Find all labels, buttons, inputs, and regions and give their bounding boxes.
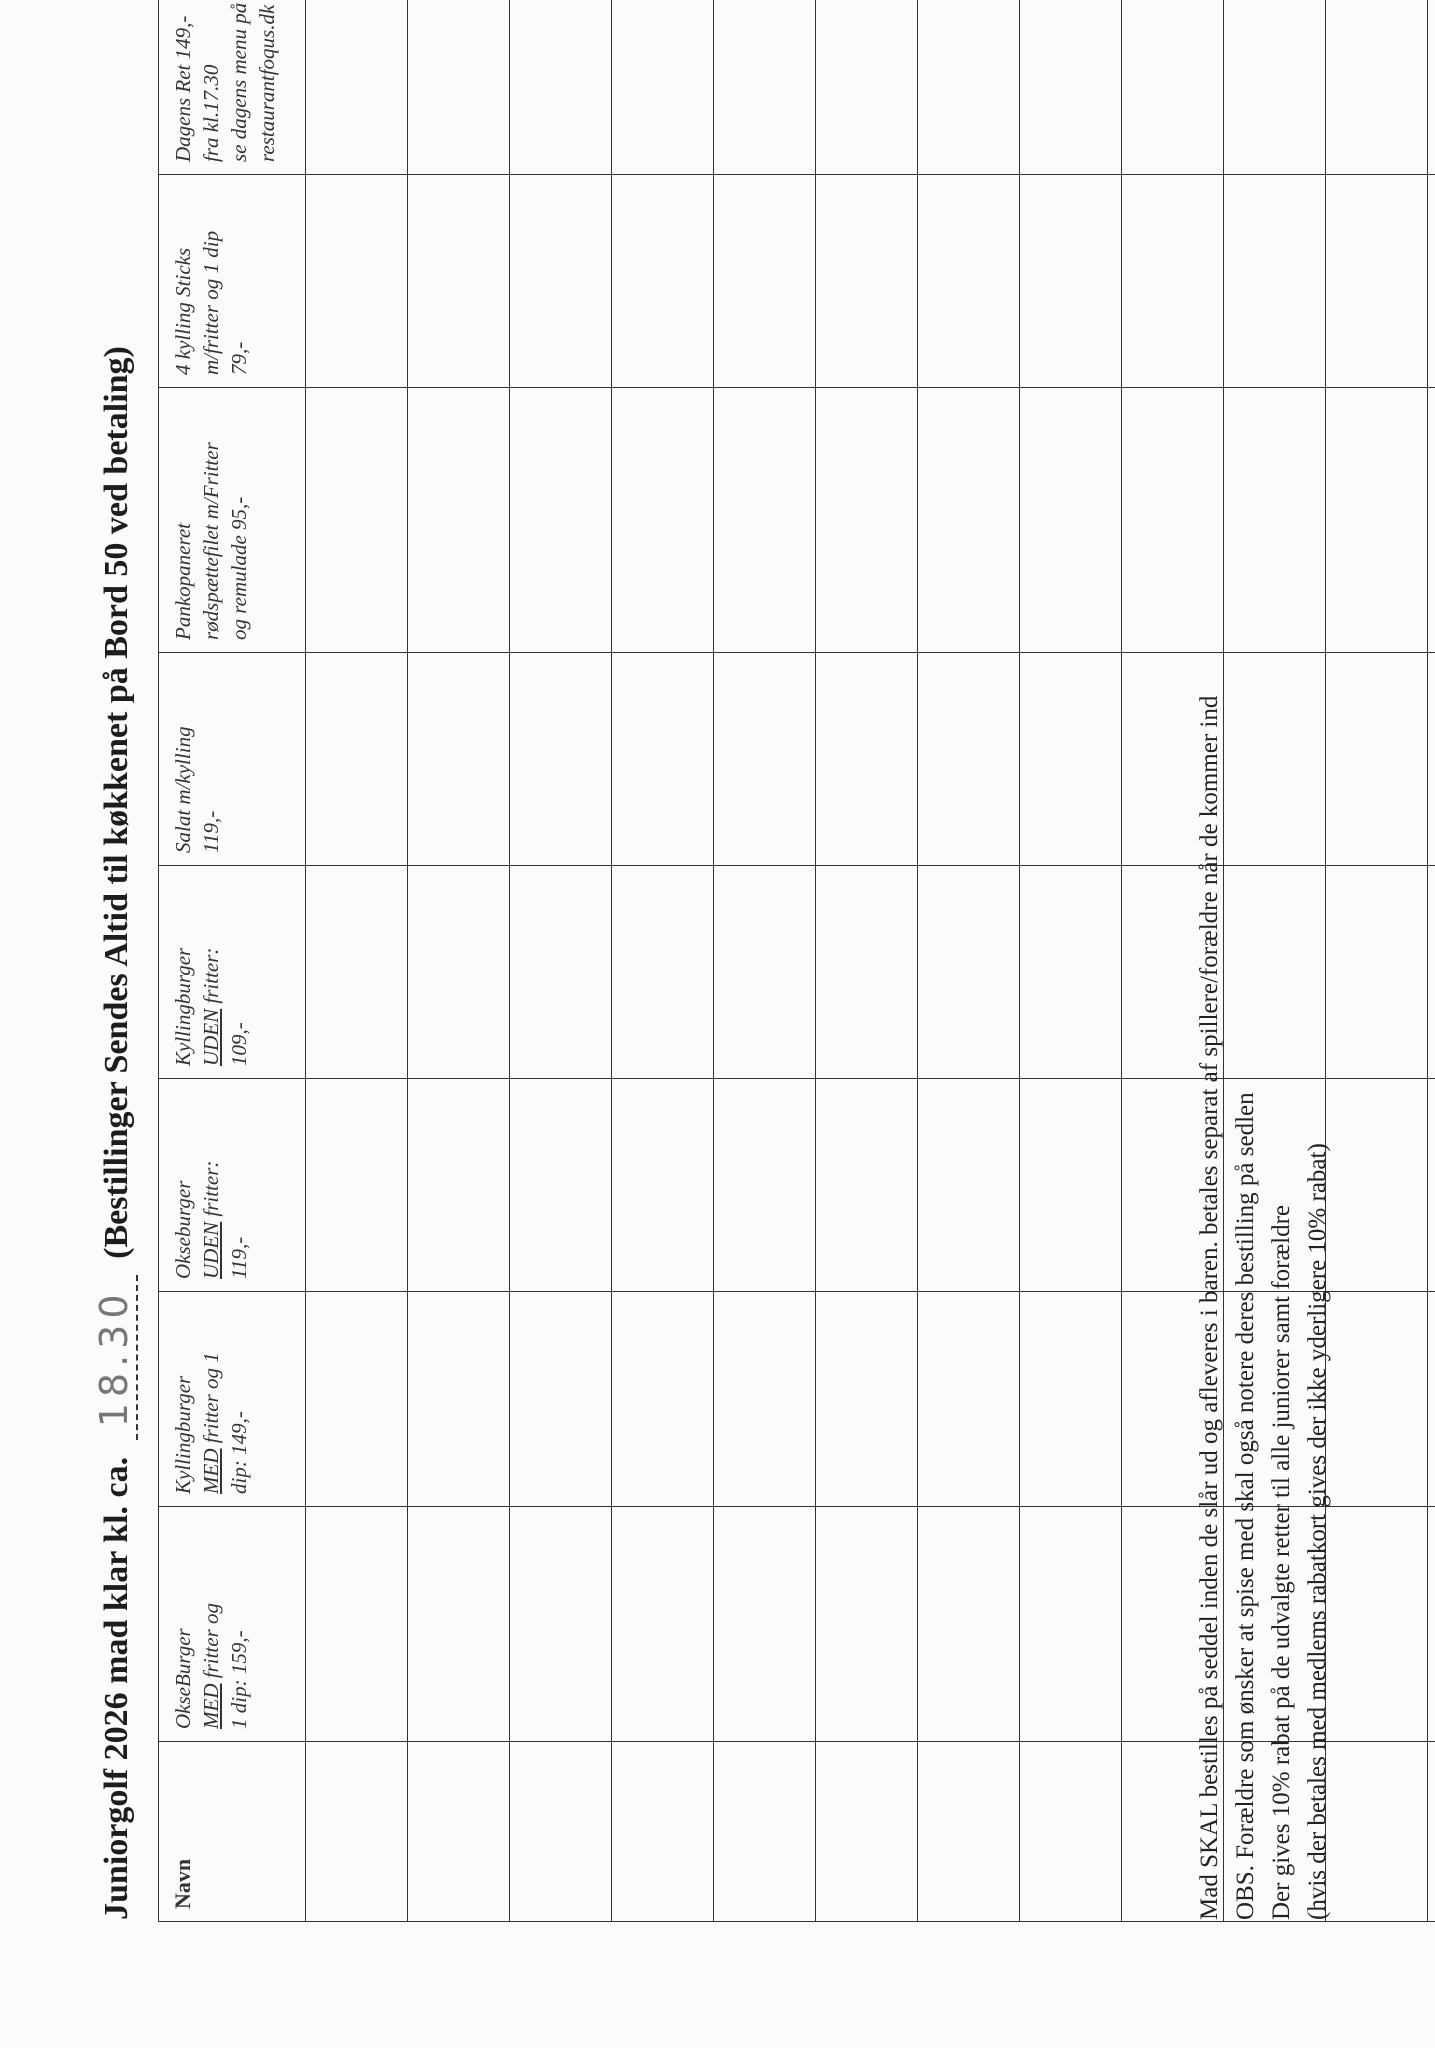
- menu-item-name: Okseburger: [171, 1180, 195, 1279]
- order-cell[interactable]: [918, 388, 1020, 653]
- menu-item-price: 79,-: [227, 341, 251, 375]
- order-cell[interactable]: [1326, 866, 1428, 1079]
- menu-item-detail: [197, 0, 225, 162]
- name-cell[interactable]: [1428, 1742, 1435, 1922]
- order-cell[interactable]: [1428, 1079, 1435, 1292]
- menu-item-name: 4 kylling Sticks: [171, 247, 195, 375]
- order-cell[interactable]: [1326, 653, 1428, 866]
- order-cell[interactable]: [816, 1292, 918, 1507]
- order-cell[interactable]: [714, 0, 816, 175]
- header-menu-item: [159, 175, 306, 388]
- order-cell[interactable]: [816, 866, 918, 1079]
- menu-item-detail-text: fritter:: [199, 1160, 223, 1222]
- order-cell[interactable]: [408, 866, 510, 1079]
- order-cell[interactable]: [1326, 388, 1428, 653]
- order-cell[interactable]: [306, 388, 408, 653]
- order-cell[interactable]: [408, 1079, 510, 1292]
- note-line: (hvis der betales med medlems rabatkort gives der ikke yderligere 10% rabat): [1304, 1143, 1331, 1920]
- order-cell[interactable]: [612, 175, 714, 388]
- order-cell[interactable]: [1020, 866, 1122, 1079]
- order-cell[interactable]: [918, 0, 1020, 175]
- menu-item-detail: [197, 661, 225, 853]
- order-cell[interactable]: [612, 1079, 714, 1292]
- order-cell[interactable]: [1326, 1292, 1428, 1507]
- order-cell[interactable]: [1224, 175, 1326, 388]
- note-line: Mad SKAL bestilles på seddel inden de slår ud og afleveres i baren. betales separat af spillere/forældre når de kommer ind: [1196, 695, 1223, 1920]
- menu-item-detail: [197, 1300, 225, 1494]
- table-row: [612, 0, 714, 1922]
- order-cell[interactable]: [1326, 0, 1428, 175]
- menu-item-emphasis: UDEN: [199, 1008, 223, 1066]
- note-line: Der gives 10% rabat på de udvalgte retter til alle juniorer samt forældre: [1268, 1204, 1295, 1920]
- order-cell[interactable]: [714, 653, 816, 866]
- menu-item-price: se dagens menu på: [227, 2, 251, 162]
- table-row: [306, 0, 408, 1922]
- menu-item-detail: [197, 1515, 225, 1729]
- header-menu-item: [159, 1292, 306, 1507]
- order-cell[interactable]: [1326, 175, 1428, 388]
- order-cell[interactable]: [612, 1507, 714, 1742]
- order-cell[interactable]: [510, 0, 612, 175]
- notes: [1192, 696, 1336, 1920]
- order-cell[interactable]: [714, 866, 816, 1079]
- order-cell[interactable]: [510, 175, 612, 388]
- order-cell[interactable]: [918, 866, 1020, 1079]
- menu-item-detail-text: fritter og: [199, 1602, 223, 1684]
- note-line: OBS. Forældre som ønsker at spise med skal også notere deres bestilling på sedlen: [1232, 1092, 1259, 1920]
- name-cell[interactable]: [612, 1742, 714, 1922]
- order-cell[interactable]: [1428, 866, 1435, 1079]
- menu-item-price: 1 dip: 159,-: [227, 1630, 251, 1729]
- title-prefix: Juniorgolf 2026 mad klar kl. ca.: [98, 1456, 135, 1920]
- header-menu-item: [159, 388, 306, 653]
- order-cell[interactable]: [510, 388, 612, 653]
- page-title: [92, 346, 138, 1920]
- table-row: [510, 0, 612, 1922]
- order-cell[interactable]: [510, 653, 612, 866]
- menu-item-name: Dagens Ret 149,-: [171, 15, 195, 162]
- order-cell[interactable]: [408, 1507, 510, 1742]
- order-cell[interactable]: [306, 1292, 408, 1507]
- menu-item-name: Salat m/kylling: [171, 726, 195, 853]
- header-menu-item: [159, 866, 306, 1079]
- order-cell[interactable]: [1326, 1507, 1428, 1742]
- order-cell[interactable]: [1224, 388, 1326, 653]
- order-cell[interactable]: [306, 1079, 408, 1292]
- order-cell[interactable]: [1428, 1507, 1435, 1742]
- name-cell[interactable]: [306, 1742, 408, 1922]
- menu-item-detail: [197, 396, 225, 640]
- name-cell[interactable]: [714, 1742, 816, 1922]
- menu-item-detail: [197, 1087, 225, 1279]
- order-cell[interactable]: [1326, 1079, 1428, 1292]
- header-menu-item: [159, 1079, 306, 1292]
- order-cell[interactable]: [408, 653, 510, 866]
- order-cell[interactable]: [714, 1079, 816, 1292]
- menu-item-detail-text: 119,-: [199, 810, 223, 853]
- order-cell[interactable]: [1020, 1079, 1122, 1292]
- menu-item-price: og remulade 95,-: [227, 496, 251, 640]
- table-row: [816, 0, 918, 1922]
- name-cell[interactable]: [1326, 1742, 1428, 1922]
- table-row: [1020, 0, 1122, 1922]
- order-cell[interactable]: [510, 1292, 612, 1507]
- order-cell[interactable]: [1428, 0, 1435, 175]
- order-cell[interactable]: [1020, 0, 1122, 175]
- order-cell[interactable]: [816, 1507, 918, 1742]
- menu-item-detail-text: fritter og 1: [199, 1352, 223, 1449]
- order-cell[interactable]: [1428, 175, 1435, 388]
- header-navn: Navn: [159, 1742, 306, 1922]
- table-row: [1428, 0, 1435, 1922]
- order-cell[interactable]: [408, 175, 510, 388]
- order-cell[interactable]: [918, 653, 1020, 866]
- order-cell[interactable]: [306, 175, 408, 388]
- order-cell[interactable]: [918, 1079, 1020, 1292]
- table-row: [714, 0, 816, 1922]
- name-cell[interactable]: [918, 1742, 1020, 1922]
- menu-item-detail-text: rødspættefilet m/Fritter: [199, 442, 223, 640]
- table-header-row: [159, 0, 306, 1922]
- menu-item-detail: [197, 874, 225, 1066]
- menu-item-name: Pankopaneret: [171, 522, 195, 640]
- pickup-time-field[interactable]: 18.30: [92, 1275, 138, 1440]
- order-cell[interactable]: [816, 388, 918, 653]
- order-cell[interactable]: [1224, 0, 1326, 175]
- order-cell[interactable]: [1020, 388, 1122, 653]
- header-menu-item: [159, 1507, 306, 1742]
- order-cell[interactable]: [612, 653, 714, 866]
- table-row: [918, 0, 1020, 1922]
- order-cell[interactable]: [306, 1507, 408, 1742]
- order-cell[interactable]: [306, 866, 408, 1079]
- order-cell[interactable]: [918, 1507, 1020, 1742]
- menu-item-price: dip: 149,-: [227, 1411, 251, 1494]
- order-cell[interactable]: [816, 1079, 918, 1292]
- table-row: [1326, 0, 1428, 1922]
- order-cell[interactable]: [1428, 1292, 1435, 1507]
- order-cell[interactable]: [306, 653, 408, 866]
- name-cell[interactable]: [408, 1742, 510, 1922]
- menu-item-detail-text: fritter:: [199, 947, 223, 1009]
- menu-item-emphasis: MED: [199, 1448, 223, 1494]
- menu-item-detail-text: fra kl.17.30: [199, 64, 223, 162]
- order-cell[interactable]: [306, 0, 408, 175]
- header-menu-item: [159, 653, 306, 866]
- order-cell[interactable]: [714, 1292, 816, 1507]
- order-cell[interactable]: [510, 866, 612, 1079]
- menu-item-name: Kyllingburger: [171, 1375, 195, 1494]
- order-cell[interactable]: [612, 388, 714, 653]
- order-cell[interactable]: [408, 0, 510, 175]
- table-row: [408, 0, 510, 1922]
- order-cell[interactable]: [714, 175, 816, 388]
- name-cell[interactable]: [510, 1742, 612, 1922]
- menu-item-detail-text: m/fritter og 1 dip: [199, 230, 223, 375]
- order-cell[interactable]: [1428, 388, 1435, 653]
- order-cell[interactable]: [714, 388, 816, 653]
- order-cell[interactable]: [1428, 653, 1435, 866]
- order-cell[interactable]: [714, 1507, 816, 1742]
- menu-item-price: restaurantfoqus.dk: [255, 4, 279, 162]
- order-cell[interactable]: [1020, 1507, 1122, 1742]
- order-cell[interactable]: [918, 175, 1020, 388]
- menu-item-name: Kyllingburger: [171, 947, 195, 1066]
- order-cell[interactable]: [1020, 175, 1122, 388]
- name-cell[interactable]: [816, 1742, 918, 1922]
- order-cell[interactable]: [816, 175, 918, 388]
- order-cell[interactable]: [612, 1292, 714, 1507]
- order-cell[interactable]: [1122, 0, 1224, 175]
- order-cell[interactable]: [918, 1292, 1020, 1507]
- order-cell[interactable]: [408, 388, 510, 653]
- order-cell[interactable]: [1020, 653, 1122, 866]
- menu-item-price: 119,-: [227, 1236, 251, 1279]
- order-cell[interactable]: [510, 1507, 612, 1742]
- menu-item-name: OkseBurger: [171, 1628, 195, 1729]
- order-cell[interactable]: [510, 1079, 612, 1292]
- title-suffix: (Bestillinger Sendes Altid til køkkenet på Bord 50 ved betaling): [98, 346, 135, 1259]
- order-cell[interactable]: [1020, 1292, 1122, 1507]
- order-cell[interactable]: [1122, 388, 1224, 653]
- menu-item-emphasis: UDEN: [199, 1221, 223, 1279]
- order-cell[interactable]: [816, 653, 918, 866]
- order-cell[interactable]: [612, 866, 714, 1079]
- menu-item-price: 109,-: [227, 1022, 251, 1066]
- order-cell[interactable]: [612, 0, 714, 175]
- header-menu-item: [159, 0, 306, 175]
- order-cell[interactable]: [1122, 175, 1224, 388]
- order-cell[interactable]: [408, 1292, 510, 1507]
- order-cell[interactable]: [816, 0, 918, 175]
- menu-item-emphasis: MED: [199, 1683, 223, 1729]
- menu-item-detail: [197, 183, 225, 375]
- name-cell[interactable]: [1020, 1742, 1122, 1922]
